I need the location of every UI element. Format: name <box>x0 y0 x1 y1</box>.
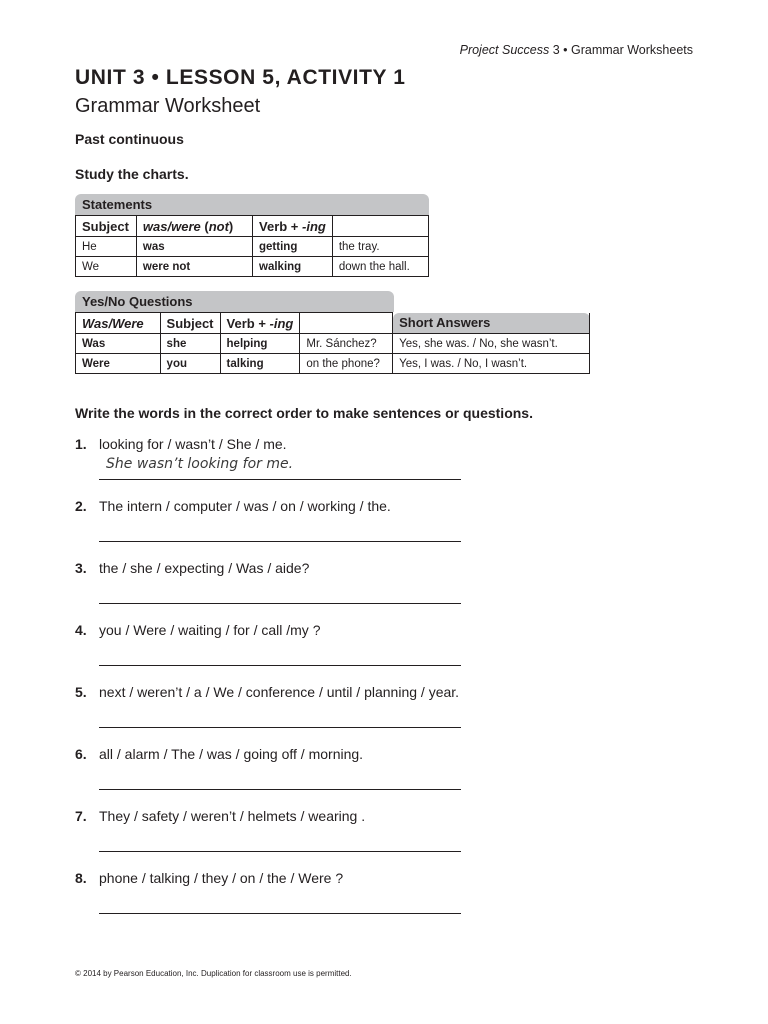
chart-instruction: Study the charts. <box>75 166 189 182</box>
column-header: Verb + -ing <box>220 313 300 334</box>
table-cell: getting <box>253 237 333 257</box>
table-cell: down the hall. <box>332 257 428 277</box>
column-header: was/were (not) <box>136 216 252 237</box>
exercise-instruction: Write the words in the correct order to make sentences or questions. <box>75 405 533 421</box>
table-cell: We <box>76 257 137 277</box>
column-header: Was/Were <box>76 313 161 334</box>
statements-header-row <box>76 216 429 237</box>
answer-line[interactable] <box>99 541 461 542</box>
handwritten-answer: She wasn’t looking for me. <box>106 456 294 472</box>
questions-header-row <box>76 313 590 334</box>
answer-line[interactable] <box>99 789 461 790</box>
item-number: 8. <box>75 870 87 886</box>
short-answer-cell: Yes, she was. / No, she wasn’t. <box>393 334 590 354</box>
page-subtitle: Grammar Worksheet <box>75 95 261 117</box>
answer-line[interactable] <box>99 727 461 728</box>
item-prompt: next / weren’t / a / We / conference / until / planning / year. <box>99 684 460 700</box>
questions-chart <box>75 291 590 374</box>
table-cell: walking <box>253 257 333 277</box>
item-number: 1. <box>75 436 87 452</box>
series-title: Project Success <box>459 43 550 57</box>
table-cell: helping <box>220 334 300 354</box>
table-cell: she <box>160 334 220 354</box>
questions-heading: Yes/No Questions <box>75 291 394 312</box>
item-prompt: The intern / computer / was / on / working / the. <box>99 498 391 514</box>
table-cell: Mr. Sánchez? <box>300 334 393 354</box>
answer-line[interactable] <box>99 913 461 914</box>
page-title: UNIT 3 • LESSON 5, ACTIVITY 1 <box>75 66 406 89</box>
column-header: Subject <box>76 216 137 237</box>
item-prompt: the / she / expecting / Was / aide? <box>99 560 310 576</box>
item-prompt: phone / talking / they / on / the / Were ? <box>99 870 344 886</box>
column-header <box>332 216 428 237</box>
table-cell: you <box>160 354 220 374</box>
short-answer-cell: Yes, I was. / No, I wasn’t. <box>393 354 590 374</box>
column-header <box>300 313 393 334</box>
table-cell: Were <box>76 354 161 374</box>
item-prompt: all / alarm / The / was / going off / morning. <box>99 746 364 762</box>
column-header: Subject <box>160 313 220 334</box>
table-row <box>76 257 429 277</box>
item-number: 2. <box>75 498 87 514</box>
short-answers-heading: Short Answers <box>393 313 590 334</box>
answer-line[interactable] <box>99 851 461 852</box>
column-header: Verb + -ing <box>253 216 333 237</box>
answer-line[interactable] <box>99 603 461 604</box>
table-cell: the tray. <box>332 237 428 257</box>
table-row <box>76 354 590 374</box>
item-prompt: you / Were / waiting / for / call /my ? <box>99 622 321 638</box>
table-cell: was <box>136 237 252 257</box>
item-number: 5. <box>75 684 87 700</box>
statements-table <box>75 215 429 277</box>
grammar-topic: Past continuous <box>75 131 184 147</box>
answer-line[interactable] <box>99 479 461 480</box>
copyright-footer: © 2014 by Pearson Education, Inc. Duplication for classroom use is permitted. <box>75 969 352 978</box>
statements-chart <box>75 194 429 277</box>
table-row <box>76 237 429 257</box>
table-cell: were not <box>136 257 252 277</box>
answer-line[interactable] <box>99 665 461 666</box>
table-cell: on the phone? <box>300 354 393 374</box>
questions-table <box>75 312 590 374</box>
item-number: 4. <box>75 622 87 638</box>
table-row <box>76 334 590 354</box>
item-prompt: looking for / wasn’t / She / me. <box>99 436 287 452</box>
table-cell: He <box>76 237 137 257</box>
running-header <box>460 43 693 57</box>
item-number: 7. <box>75 808 87 824</box>
statements-heading: Statements <box>75 194 429 215</box>
series-subtitle: 3 • Grammar Worksheets <box>549 43 693 57</box>
table-cell: talking <box>220 354 300 374</box>
item-prompt: They / safety / weren’t / helmets / wearing . <box>99 808 366 824</box>
item-number: 3. <box>75 560 87 576</box>
table-cell: Was <box>76 334 161 354</box>
item-number: 6. <box>75 746 87 762</box>
